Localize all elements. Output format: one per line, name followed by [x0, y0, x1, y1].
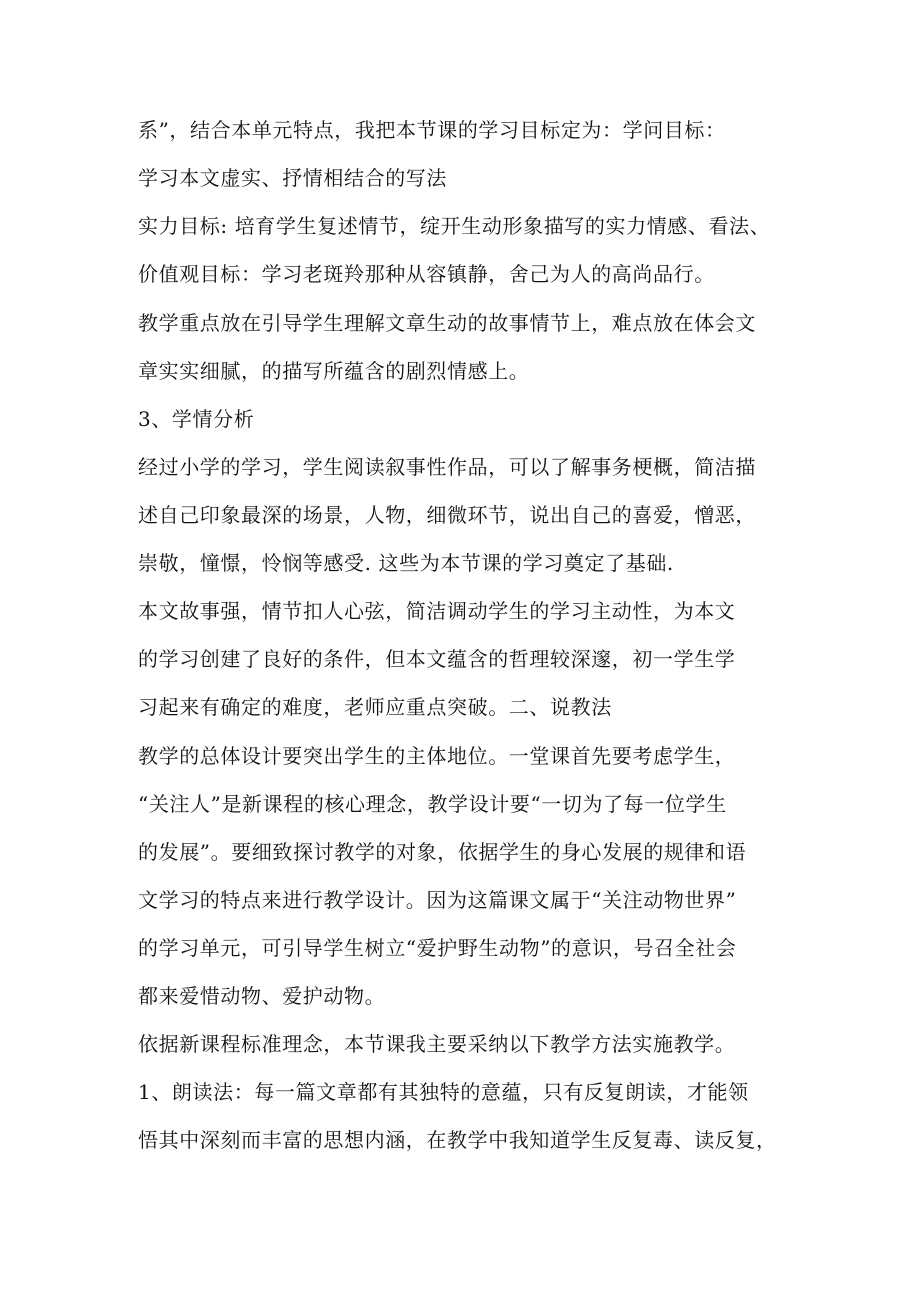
text-line: 习起来有确定的难度，老师应重点突破。二、说教法	[138, 695, 612, 719]
text-line: 学习本文虚实、抒情相结合的写法	[138, 166, 447, 190]
text-line: 悟其中深刻而丰富的思想内涵，在教学中我知道学生反复毒、读反复，	[138, 1128, 777, 1152]
text-line: 章实实细腻，的描写所蕴含的剧烈情感上。	[138, 359, 530, 383]
section-heading: 3、学情分析	[138, 407, 255, 431]
text-line: “关注人”是新课程的核心理念，教学设计要“一切为了每一位学生	[138, 792, 727, 816]
text-line: 述自己印象最深的场景，人物，细微环节，说出自己的喜爱，憎恶，	[138, 503, 756, 527]
text-line: 系”，结合本单元特点，我把本节课的学习目标定为：学问目标：	[138, 118, 726, 142]
text-line: 的发展”。要细致探讨教学的对象，依据学生的身心发展的规律和语	[138, 840, 747, 864]
text-line: 教学的总体设计要突出学生的主体地位。一堂课首先要考虑学生，	[138, 744, 736, 768]
text-line: 依据新课程标准理念，本节课我主要采纳以下教学方法实施教学。	[138, 1032, 736, 1056]
text-line: 教学重点放在引导学生理解文章生动的故事情节上，难点放在体会文	[138, 311, 756, 335]
text-line: 本文故事强，情节扣人心弦，简洁调动学生的学习主动性，为本文	[138, 599, 736, 623]
text-line: 实力目标: 培育学生复述情节，绽开生动形象描写的实力情感、看法、	[138, 214, 771, 238]
text-line: 文学习的特点来进行教学设计。因为这篇课文属于“关注动物世界”	[138, 888, 737, 912]
text-line: 1、朗读法：每一篇文章都有其独特的意蕴，只有反复朗读，才能领	[138, 1080, 749, 1104]
text-line: 的学习单元，可引导学生树立“爱护野生动物”的意识，号召全社会	[138, 936, 737, 960]
text-line: 都来爱惜动物、爱护动物。	[138, 984, 386, 1008]
text-line: 崇敬，憧憬，怜悯等感受. 这些为本节课的学习奠定了基础.	[138, 551, 674, 575]
text-line: 价值观目标：学习老斑羚那种从容镇静，舍己为人的高尚品行。	[138, 262, 715, 286]
text-line: 经过小学的学习，学生阅读叙事性作品，可以了解事务梗概，简洁描	[138, 455, 756, 479]
text-line: 的学习创建了良好的条件，但本文蕴含的哲理较深邃，初一学生学	[138, 647, 736, 671]
